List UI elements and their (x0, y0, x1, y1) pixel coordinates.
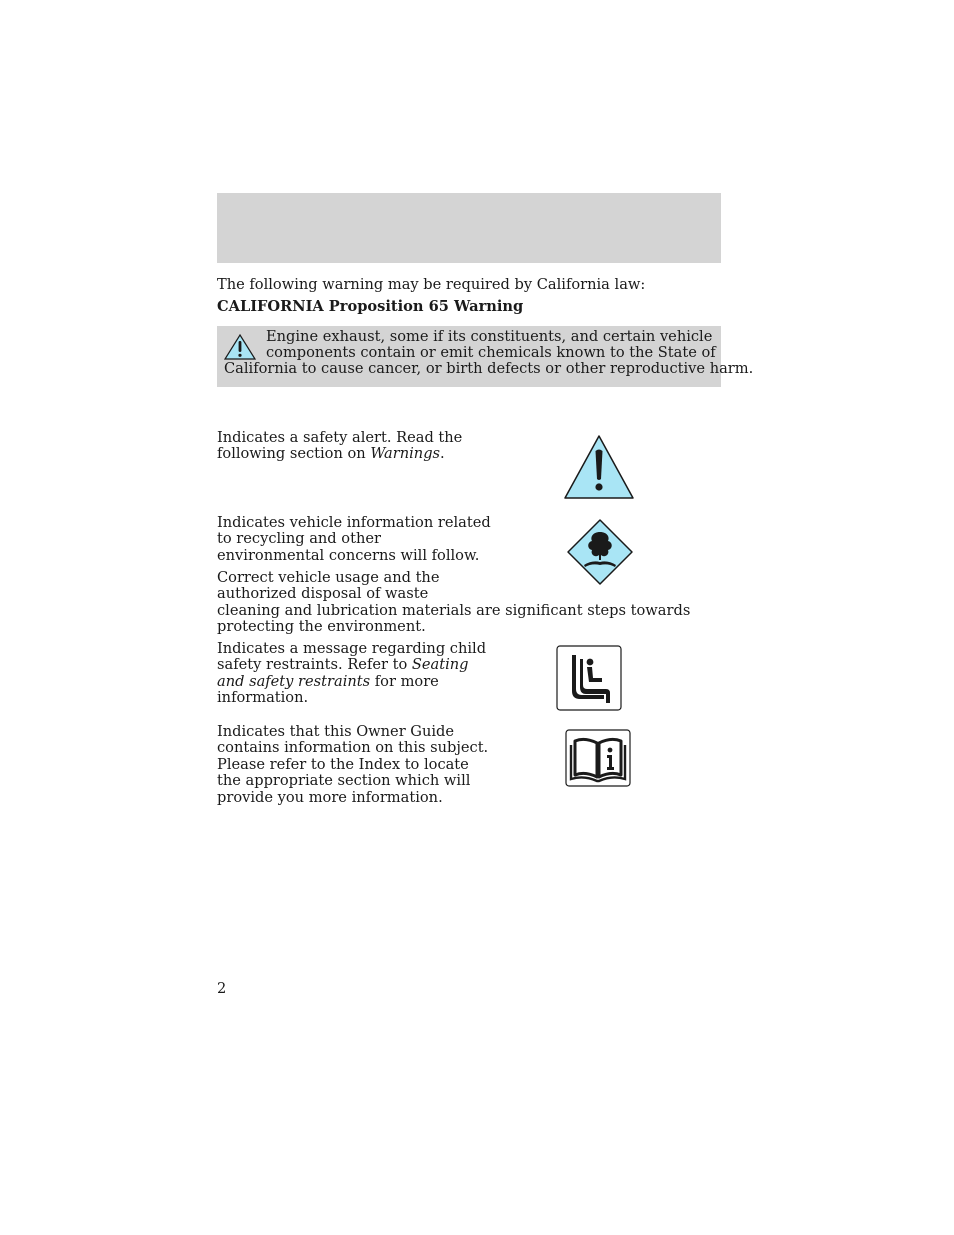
text-line: protecting the environment. (217, 618, 426, 636)
text-line: Indicates vehicle information related (217, 514, 491, 531)
header-band (217, 193, 721, 263)
text-segment: . (440, 445, 445, 463)
text-line: information. (217, 689, 309, 707)
text-segment: safety restraints. Refer to (217, 656, 412, 674)
text-line: Indicates a safety alert. Read the (217, 429, 463, 446)
environment-text (217, 515, 491, 564)
text-line: authorized disposal of waste (217, 585, 429, 603)
warnings-reference: Warnings (370, 445, 441, 463)
text-segment: following section on (217, 445, 371, 463)
child-seat-icon (556, 645, 622, 711)
seating-reference: Seating (411, 656, 469, 674)
warning-line: Engine exhaust, some if its constituents, and certain vehicle (266, 328, 713, 345)
text-line: to recycling and other (217, 530, 381, 548)
text-line: environmental concerns will follow. (217, 546, 480, 564)
owner-guide-text (217, 724, 488, 806)
intro-text: The following warning may be required by California law: (217, 276, 646, 293)
warning-line: California to cause cancer, or birth defects or other reproductive harm. (224, 360, 754, 377)
warning-triangle-icon (224, 334, 256, 360)
text-segment: for more (370, 672, 439, 690)
child-safety-text (217, 641, 486, 707)
text-line: contains information on this subject. (217, 739, 489, 757)
text-line (217, 446, 462, 462)
warning-title: CALIFORNIA Proposition 65 Warning (217, 298, 524, 315)
text-line (217, 674, 486, 690)
text-line: cleaning and lubrication materials are significant steps towards (217, 601, 691, 619)
text-line: Please refer to the Index to locate (217, 755, 469, 773)
warning-line: components contain or emit chemicals known to the State of (266, 344, 716, 361)
text-line: Correct vehicle usage and the (217, 569, 440, 586)
warning-triangle-icon (563, 434, 635, 500)
seating-reference: and safety restraints (217, 672, 371, 690)
page-number: 2 (217, 980, 227, 997)
disposal-text (217, 570, 690, 636)
owner-guide-book-icon (565, 729, 631, 787)
safety-alert-text (217, 430, 462, 463)
text-line: the appropriate section which will (217, 772, 471, 790)
text-line (217, 657, 486, 673)
text-line: provide you more information. (217, 788, 443, 806)
text-line: Indicates that this Owner Guide (217, 723, 455, 740)
text-line: Indicates a message regarding child (217, 640, 487, 657)
